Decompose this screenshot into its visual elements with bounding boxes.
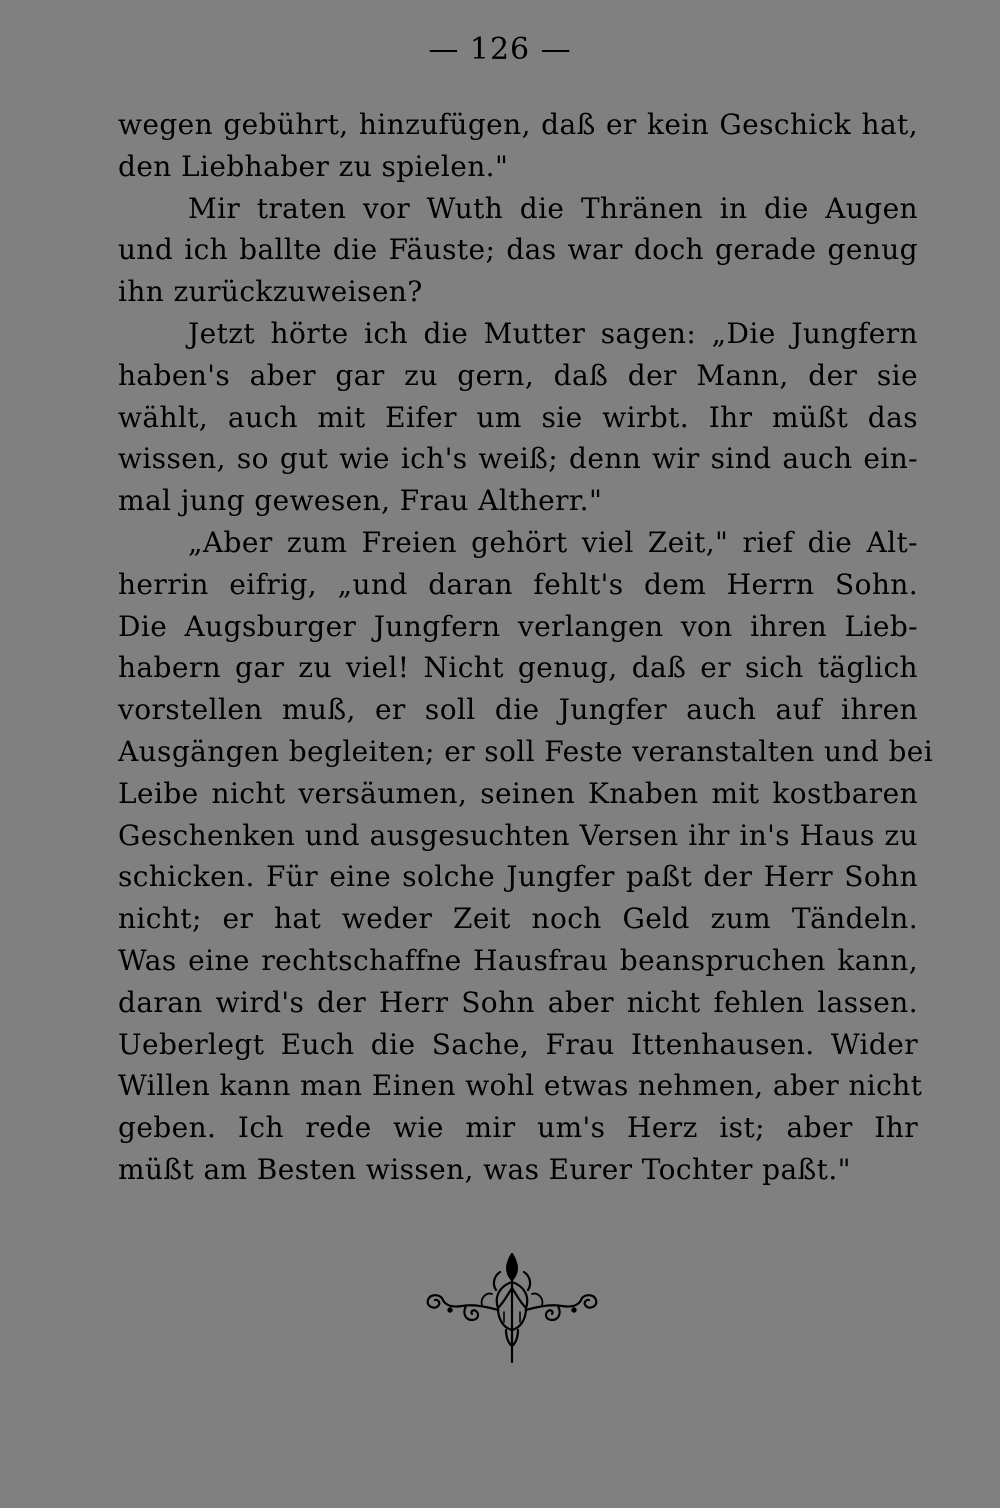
- text-line: Mir traten vor Wuth die Thränen in die Augen: [188, 191, 918, 225]
- text-line: vorstellen muß, er soll die Jungfer auch auf ihren: [118, 693, 918, 727]
- text-line: Leibe nicht versäumen, seinen Knaben mit kostbaren: [118, 776, 918, 810]
- text-line: müßt am Besten wissen, was Eurer Tochter paßt.": [118, 1152, 851, 1186]
- text-line: daran wird's der Herr Sohn aber nicht fehlen lassen.: [118, 985, 918, 1019]
- text-line: haben's aber gar zu gern, daß der Mann, der sie: [118, 358, 918, 392]
- text-line: herrin eifrig, „und daran fehlt's dem Herrn Sohn.: [118, 567, 918, 601]
- text-line: schicken. Für eine solche Jungfer paßt der Herr Sohn: [118, 860, 918, 894]
- text-line: wissen, so gut wie ich's weiß; denn wir sind auch ein-: [118, 442, 918, 476]
- body-text: [118, 104, 934, 1191]
- text-line: Willen kann man Einen wohl etwas nehmen, aber nicht: [118, 1069, 923, 1103]
- text-line: Die Augsburger Jungfern verlangen von ihren Lieb-: [118, 609, 918, 643]
- text-line: nicht; er hat weder Zeit noch Geld zum Tändeln.: [118, 902, 918, 936]
- floral-tailpiece-icon: [420, 1250, 605, 1366]
- text-line: habern gar zu viel! Nicht genug, daß er sich täglich: [118, 651, 918, 685]
- text-line: Geschenken und ausgesuchten Versen ihr in's Haus zu: [118, 818, 918, 852]
- text-line: Ueberlegt Euch die Sache, Frau Ittenhausen. Wider: [118, 1027, 918, 1061]
- page-number: — 126 —: [428, 32, 572, 67]
- text-line: mal jung gewesen, Frau Altherr.": [118, 484, 603, 518]
- text-line: ihn zurückzuweisen?: [118, 275, 423, 309]
- text-line: Jetzt hörte ich die Mutter sagen: „Die Jungfern: [188, 316, 918, 350]
- text-line: Ausgängen begleiten; er soll Feste veranstalten und bei: [118, 734, 934, 768]
- text-line: Was eine rechtschaffne Hausfrau beanspruchen kann,: [118, 943, 918, 977]
- text-line: den Liebhaber zu spielen.": [118, 149, 509, 183]
- text-line: „Aber zum Freien gehört viel Zeit," rief die Alt-: [188, 525, 918, 559]
- text-line: wegen gebührt, hinzufügen, daß er kein Geschick hat,: [118, 108, 918, 141]
- text-line: geben. Ich rede wie mir um's Herz ist; aber Ihr: [118, 1111, 918, 1145]
- text-line: wählt, auch mit Eifer um sie wirbt. Ihr müßt das: [118, 400, 918, 434]
- text-line: und ich ballte die Fäuste; das war doch gerade genug: [118, 233, 918, 267]
